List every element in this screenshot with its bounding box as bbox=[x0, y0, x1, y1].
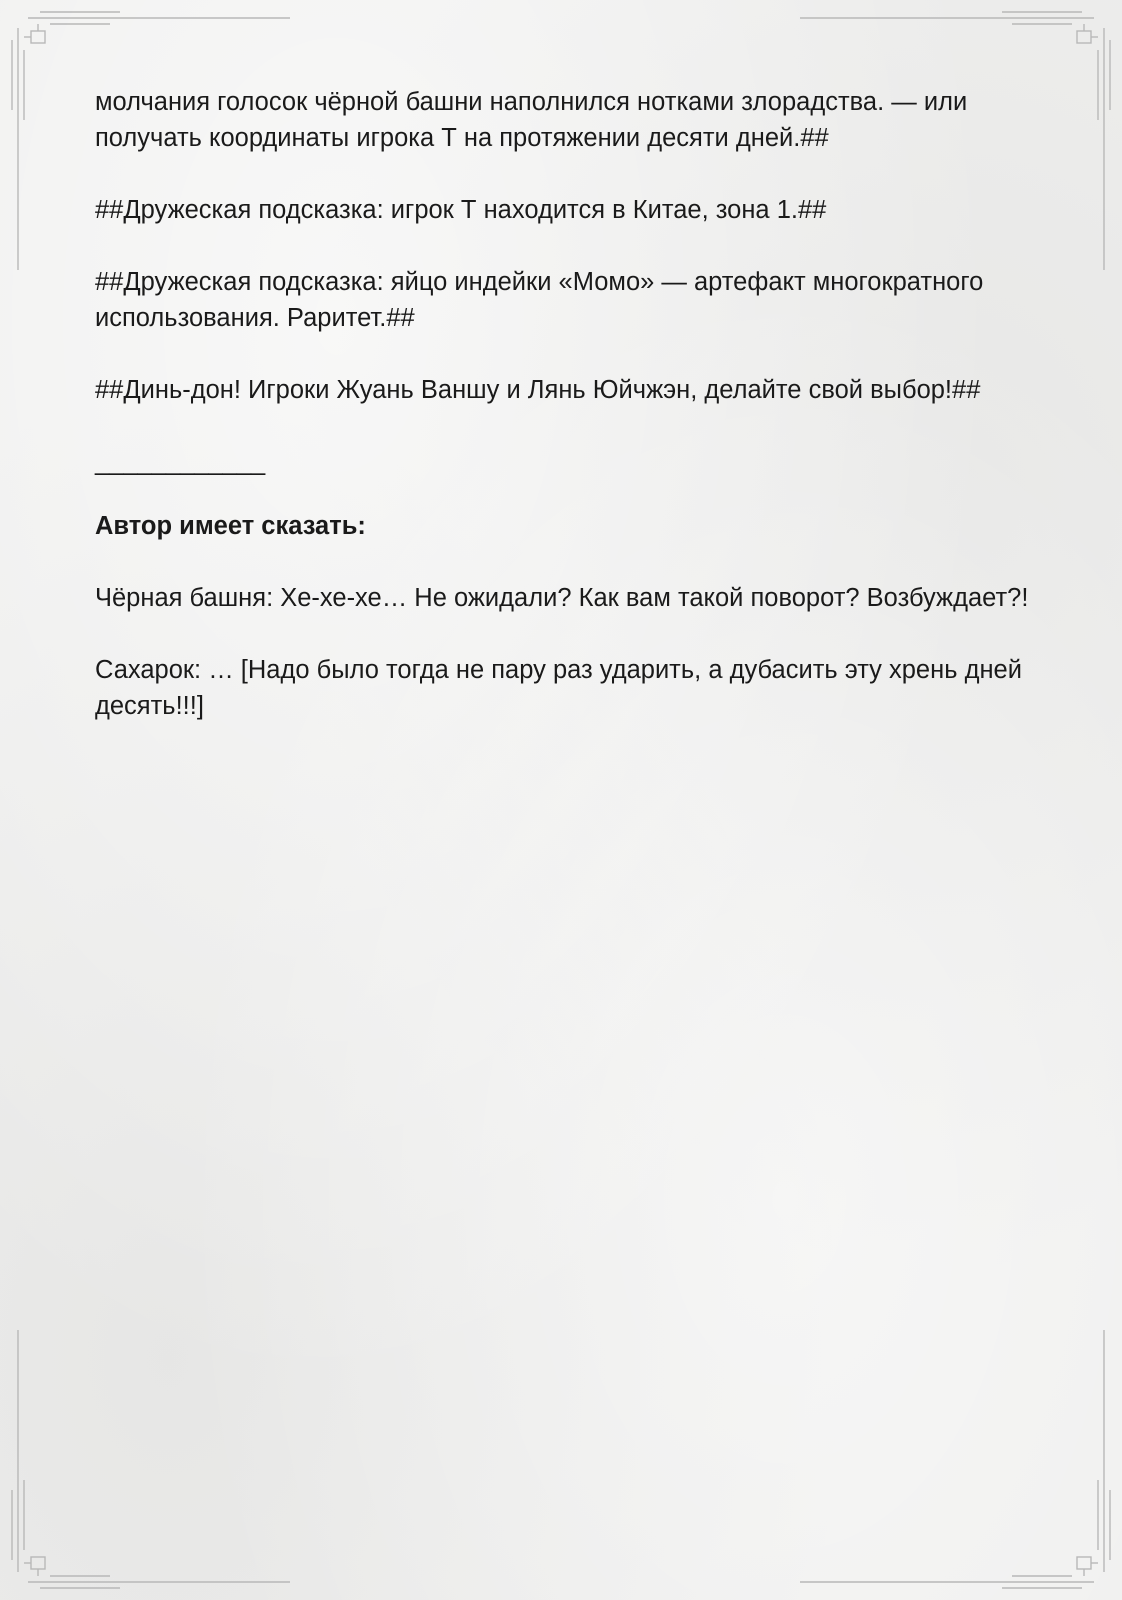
author-note-heading: Автор имеет сказать: bbox=[95, 512, 366, 540]
section-separator: ____________ bbox=[95, 448, 266, 476]
paragraph-tower-offer: молчания голосок чёрной башни наполнился нотками злорадства. — или получать координаты игрока Т на протяжении десяти дней.## bbox=[95, 88, 968, 152]
paragraph-hint-artifact: ##Дружеская подсказка: яйцо индейки «Момо» — артефакт многократного использования. Раритет.## bbox=[95, 268, 984, 332]
paragraph-hint-location: ##Дружеская подсказка: игрок Т находится в Китае, зона 1.## bbox=[95, 196, 827, 224]
document-body bbox=[95, 84, 1035, 760]
author-note-line-sugar: Сахарок: … [Надо было тогда не пару раз ударить, а дубасить эту хрень дней десять!!!] bbox=[95, 656, 1022, 720]
author-note-line-tower: Чёрная башня: Хе-хе-хе… Не ожидали? Как вам такой поворот? Возбуждает?! bbox=[95, 584, 1029, 612]
paragraph-ding-dong: ##Динь-дон! Игроки Жуань Ваншу и Лянь Юйчжэн, делайте свой выбор!## bbox=[95, 376, 981, 404]
